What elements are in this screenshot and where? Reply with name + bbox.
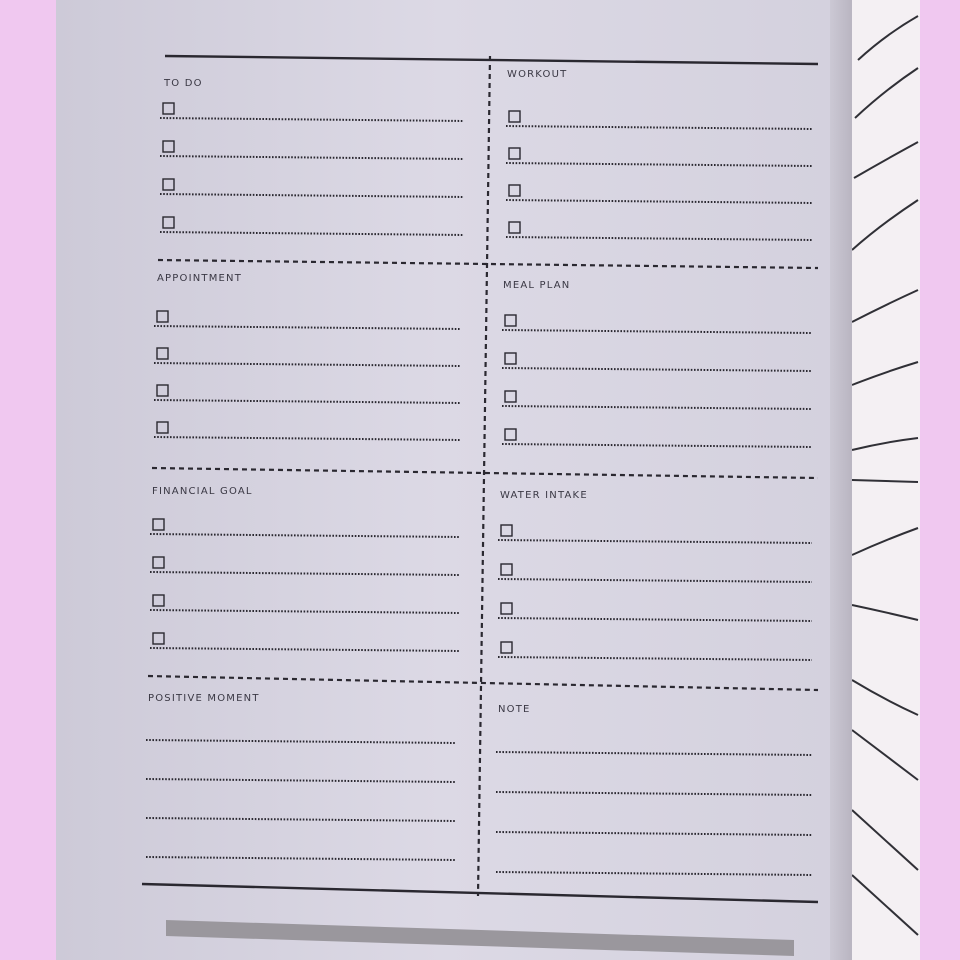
- label-appointment: APPOINTMENT: [157, 273, 243, 284]
- label-to-do: TO DO: [164, 78, 203, 89]
- label-note: NOTE: [498, 704, 531, 715]
- label-water-intake: WATER INTAKE: [500, 490, 588, 501]
- label-meal-plan: MEAL PLAN: [503, 280, 571, 291]
- label-workout: WORKOUT: [507, 69, 568, 80]
- main-page: [56, 0, 830, 960]
- label-financial-goal: FINANCIAL GOAL: [152, 486, 253, 497]
- label-positive-moment: POSITIVE MOMENT: [148, 693, 260, 704]
